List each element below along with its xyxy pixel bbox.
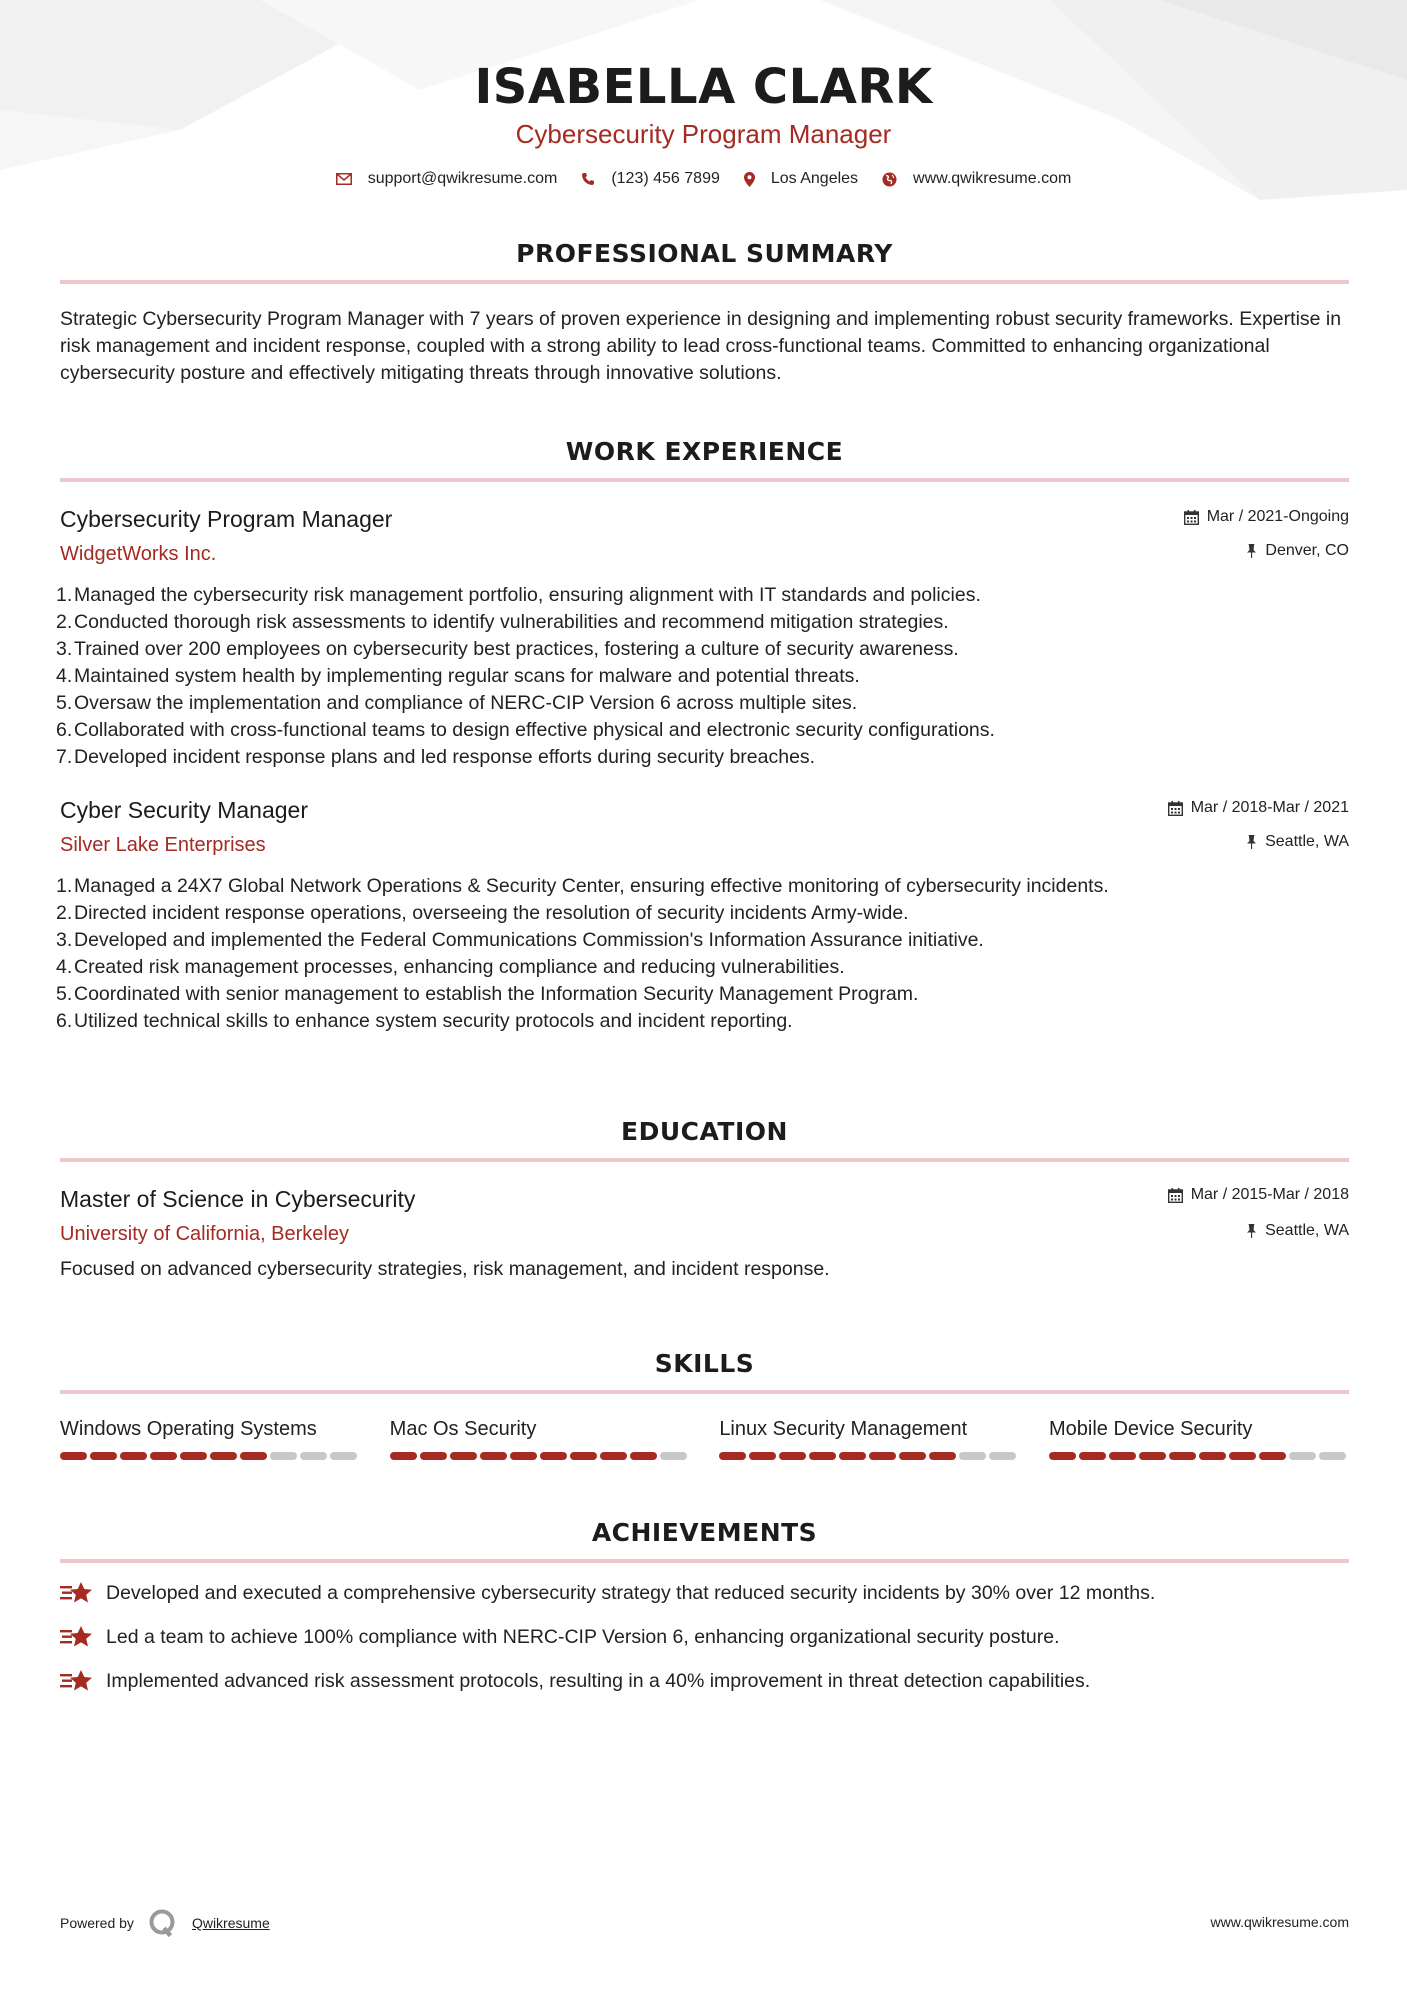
list-item: 3. Developed and implemented the Federal Communications Commission's Information Assurance initiative. bbox=[56, 929, 984, 951]
achievement-text: Developed and executed a comprehensive cybersecurity strategy that reduced security incidents by 30% over 12 months. bbox=[106, 1582, 1156, 1604]
skill-segment-filled bbox=[210, 1452, 237, 1460]
education-location bbox=[1246, 1222, 1349, 1240]
achievement-item bbox=[60, 1667, 1349, 1695]
achievement-text: Led a team to achieve 100% compliance with NERC-CIP Version 6, enhancing organizational security posture. bbox=[106, 1626, 1060, 1648]
skill-segment-filled bbox=[1229, 1452, 1256, 1460]
job-entry bbox=[56, 795, 1349, 1035]
job-bullets bbox=[56, 582, 1349, 771]
job-location-text: Seattle, WA bbox=[1265, 833, 1349, 850]
school-name: University of California, Berkeley bbox=[60, 1223, 349, 1245]
contact-bar bbox=[0, 170, 1407, 188]
achievement-text: Implemented advanced risk assessment protocols, resulting in a 40% improvement in threat detection capabilities. bbox=[106, 1670, 1091, 1692]
pushpin-icon bbox=[1246, 835, 1257, 849]
contact-phone-text: (123) 456 7899 bbox=[611, 170, 720, 187]
list-item: 1. Managed the cybersecurity risk management portfolio, ensuring alignment with IT standards and policies. bbox=[56, 584, 981, 606]
skill-segment-filled bbox=[390, 1452, 417, 1460]
powered-by-label: Powered by bbox=[60, 1915, 134, 1931]
shooting-star-icon bbox=[60, 1668, 94, 1694]
contact-phone[interactable] bbox=[581, 170, 720, 188]
list-item: 5. Oversaw the implementation and compliance of NERC-CIP Version 6 across multiple sites. bbox=[56, 692, 858, 714]
contact-website[interactable] bbox=[882, 170, 1071, 188]
list-item: 7. Developed incident response plans and led response efforts during security breaches. bbox=[56, 746, 816, 768]
skills-list bbox=[60, 1416, 1349, 1460]
skill-segment-empty bbox=[1319, 1452, 1346, 1460]
skill-name: Mac Os Security bbox=[389, 1418, 537, 1440]
skill-segment-filled bbox=[510, 1452, 537, 1460]
skill-name: Linux Security Management bbox=[719, 1418, 968, 1440]
experience-section bbox=[56, 436, 1349, 1035]
summary-section bbox=[60, 238, 1349, 387]
qwikresume-link[interactable]: Qwikresume bbox=[191, 1915, 270, 1931]
skill-item bbox=[60, 1416, 360, 1460]
powered-by bbox=[60, 1908, 270, 1938]
pushpin-icon bbox=[1246, 1224, 1257, 1238]
job-dates bbox=[1168, 799, 1349, 817]
education-dates-text: Mar / 2015-Mar / 2018 bbox=[1190, 1186, 1349, 1203]
qwikresume-logo-icon bbox=[148, 1908, 178, 1938]
job-location bbox=[1246, 542, 1349, 560]
skill-segment-filled bbox=[450, 1452, 477, 1460]
skill-item bbox=[390, 1416, 690, 1460]
phone-icon bbox=[581, 172, 595, 186]
candidate-title: Cybersecurity Program Manager bbox=[515, 119, 892, 149]
job-dates-text: Mar / 2021-Ongoing bbox=[1206, 508, 1349, 525]
skill-segment-filled bbox=[540, 1452, 567, 1460]
skill-segment-filled bbox=[150, 1452, 177, 1460]
calendar-icon bbox=[1184, 510, 1199, 525]
skill-segment-filled bbox=[1049, 1452, 1076, 1460]
skill-item bbox=[1049, 1416, 1349, 1460]
skill-segment-filled bbox=[1109, 1452, 1136, 1460]
skill-segment-filled bbox=[929, 1452, 956, 1460]
section-divider bbox=[60, 1158, 1349, 1162]
skill-segment-empty bbox=[989, 1452, 1016, 1460]
company-name: Silver Lake Enterprises bbox=[60, 834, 266, 856]
section-divider bbox=[60, 1559, 1349, 1563]
degree-title: Master of Science in Cybersecurity bbox=[60, 1186, 416, 1212]
list-item: 6. Utilized technical skills to enhance system security protocols and incident reporting. bbox=[56, 1010, 793, 1032]
skill-segment-filled bbox=[809, 1452, 836, 1460]
calendar-icon bbox=[1168, 801, 1183, 816]
skill-segment-filled bbox=[719, 1452, 746, 1460]
section-divider bbox=[60, 1390, 1349, 1394]
section-divider bbox=[60, 478, 1349, 482]
list-item: 5. Coordinated with senior management to establish the Information Security Management Program. bbox=[56, 983, 919, 1005]
calendar-icon bbox=[1168, 1188, 1183, 1203]
list-item: 1. Managed a 24X7 Global Network Operations & Security Center, ensuring effective monitoring of cybersecurity incidents. bbox=[56, 875, 1109, 897]
skill-segment-filled bbox=[1139, 1452, 1166, 1460]
section-divider bbox=[60, 280, 1349, 284]
job-entry bbox=[56, 504, 1349, 771]
job-bullets bbox=[56, 873, 1349, 1035]
skill-segment-filled bbox=[749, 1452, 776, 1460]
skill-item bbox=[719, 1416, 1019, 1460]
company-name: WidgetWorks Inc. bbox=[60, 543, 217, 565]
globe-icon bbox=[882, 172, 897, 187]
list-item: 4. Maintained system health by implementing regular scans for malware and potential threats. bbox=[56, 665, 860, 687]
achievement-item bbox=[60, 1579, 1349, 1607]
skill-segment-filled bbox=[899, 1452, 926, 1460]
skill-segment-filled bbox=[630, 1452, 657, 1460]
achievement-item bbox=[60, 1623, 1349, 1651]
skill-segment-filled bbox=[600, 1452, 627, 1460]
skill-name: Windows Operating Systems bbox=[60, 1418, 317, 1440]
skill-segment-empty bbox=[660, 1452, 687, 1460]
skill-segment-filled bbox=[839, 1452, 866, 1460]
skill-segment-filled bbox=[1199, 1452, 1226, 1460]
footer-website[interactable]: www.qwikresume.com bbox=[1210, 1914, 1349, 1930]
skill-segment-empty bbox=[300, 1452, 327, 1460]
pushpin-icon bbox=[1246, 544, 1257, 558]
education-entry bbox=[60, 1184, 1349, 1283]
contact-website-text: www.qwikresume.com bbox=[913, 170, 1072, 187]
contact-location bbox=[744, 170, 858, 188]
job-location-text: Denver, CO bbox=[1265, 542, 1349, 559]
skill-segment-filled bbox=[1169, 1452, 1196, 1460]
skills-section bbox=[60, 1348, 1349, 1460]
skill-name: Mobile Device Security bbox=[1048, 1418, 1253, 1440]
job-title: Cyber Security Manager bbox=[60, 797, 308, 823]
achievements-heading: ACHIEVEMENTS bbox=[591, 1518, 818, 1547]
skill-segment-empty bbox=[330, 1452, 357, 1460]
job-title: Cybersecurity Program Manager bbox=[60, 506, 393, 532]
skill-segment-filled bbox=[570, 1452, 597, 1460]
envelope-icon bbox=[336, 173, 352, 185]
education-section bbox=[60, 1116, 1349, 1283]
skill-segment-filled bbox=[480, 1452, 507, 1460]
summary-text: Strategic Cybersecurity Program Manager with 7 years of proven experience in designing and implementing robust security frameworks. Expertise in risk management and incident response, coupled with a strong ability to lead cross-functional teams. Committed to enhancing organizational cybersecurity posture and effectively mitigating threats through innovative solutions. bbox=[60, 308, 1342, 384]
skill-segment-filled bbox=[180, 1452, 207, 1460]
experience-heading: WORK EXPERIENCE bbox=[565, 437, 844, 466]
skill-segment-filled bbox=[420, 1452, 447, 1460]
contact-email[interactable] bbox=[336, 170, 558, 188]
job-dates bbox=[1184, 508, 1349, 526]
education-description: Focused on advanced cybersecurity strategies, risk management, and incident response. bbox=[60, 1258, 830, 1280]
education-heading: EDUCATION bbox=[621, 1117, 788, 1146]
skill-segment-filled bbox=[1079, 1452, 1106, 1460]
page-footer bbox=[60, 1900, 1349, 1940]
job-dates-text: Mar / 2018-Mar / 2021 bbox=[1190, 799, 1349, 816]
map-pin-icon bbox=[744, 172, 755, 187]
skill-segment-filled bbox=[779, 1452, 806, 1460]
skill-segment-filled bbox=[240, 1452, 267, 1460]
education-dates bbox=[1168, 1186, 1349, 1204]
shooting-star-icon bbox=[60, 1580, 94, 1606]
education-location-text: Seattle, WA bbox=[1265, 1222, 1349, 1239]
skill-level-bar bbox=[719, 1452, 1019, 1460]
job-location bbox=[1246, 833, 1349, 851]
list-item: 3. Trained over 200 employees on cybersecurity best practices, fostering a culture of security awareness. bbox=[56, 638, 959, 660]
skill-level-bar bbox=[390, 1452, 690, 1460]
contact-email-text: support@qwikresume.com bbox=[367, 170, 558, 187]
list-item: 2. Conducted thorough risk assessments to identify vulnerabilities and recommend mitigation strategies. bbox=[56, 611, 949, 633]
shooting-star-icon bbox=[60, 1624, 94, 1650]
list-item: 2. Directed incident response operations, overseeing the resolution of security incidents Army-wide. bbox=[56, 902, 909, 924]
skill-segment-empty bbox=[959, 1452, 986, 1460]
achievements-section bbox=[60, 1517, 1349, 1695]
list-item: 6. Collaborated with cross-functional teams to design effective physical and electronic security configurations. bbox=[56, 719, 995, 741]
summary-heading: PROFESSIONAL SUMMARY bbox=[516, 239, 893, 268]
skill-segment-filled bbox=[1259, 1452, 1286, 1460]
contact-location-text: Los Angeles bbox=[770, 170, 859, 187]
list-item: 4. Created risk management processes, enhancing compliance and reducing vulnerabilities. bbox=[56, 956, 845, 978]
skill-segment-filled bbox=[60, 1452, 87, 1460]
skills-heading: SKILLS bbox=[654, 1349, 755, 1378]
candidate-name: ISABELLA CLARK bbox=[474, 59, 933, 115]
resume-header bbox=[0, 58, 1407, 188]
skill-segment-empty bbox=[270, 1452, 297, 1460]
skill-segment-filled bbox=[90, 1452, 117, 1460]
skill-level-bar bbox=[1049, 1452, 1349, 1460]
skill-segment-empty bbox=[1289, 1452, 1316, 1460]
skill-segment-filled bbox=[120, 1452, 147, 1460]
skill-segment-filled bbox=[869, 1452, 896, 1460]
skill-level-bar bbox=[60, 1452, 360, 1460]
